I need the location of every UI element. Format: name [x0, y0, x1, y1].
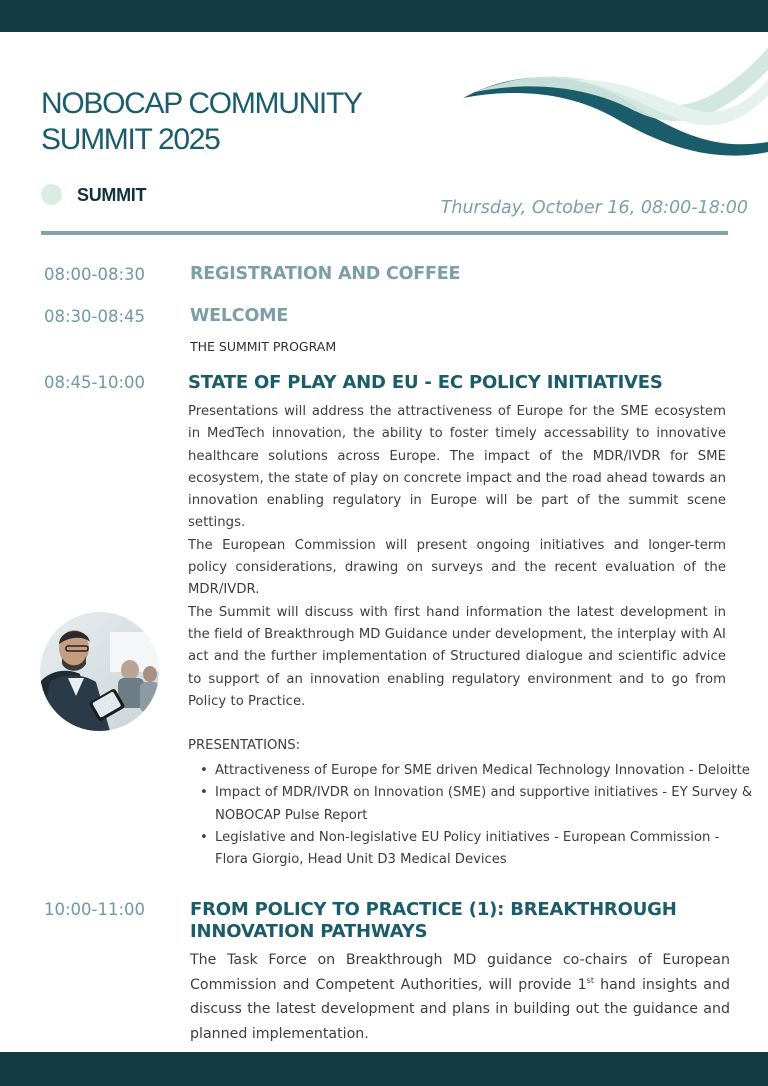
description-text: The Task Force on Breakthrough MD guidance co-chairs of European Commission and Competent Authorities, will provide 1 — [190, 952, 730, 993]
wave-graphic-icon — [455, 40, 768, 165]
agenda-subheading-welcome: THE SUMMIT PROGRAM — [190, 339, 337, 354]
paragraph: The Summit will discuss with first hand information the latest development in the field of Breakthrough MD Guidance under development, the interplay with AI act and the further implementation of Structured dialogue and scientific advice to support of an innovation enabling regulatory environment and to go from Policy to Practice. — [188, 604, 726, 709]
title-line-1: NOBOCAP COMMUNITY — [41, 87, 362, 120]
presentations-label: PRESENTATIONS: — [188, 738, 301, 753]
top-bar — [0, 0, 768, 32]
section-label: SUMMIT — [77, 185, 147, 205]
event-date: Thursday, October 16, 08:00-18:00 — [440, 198, 748, 218]
divider — [41, 231, 728, 235]
agenda-heading-registration: REGISTRATION AND COFFEE — [190, 264, 461, 284]
agenda-time-welcome: 08:30-08:45 — [44, 307, 146, 326]
agenda-time-policy-to-practice: 10:00-11:00 — [44, 900, 146, 919]
paragraph: Presentations will address the attractiveness of Europe for the SME ecosystem in MedTech innovation, the ability to foster timely accessability to innovative healthcare solutions across Europe. The impact of the MDR/IVDR for SME ecosystem, the state of play on concrete impact and the road ahead towards an innovation enabling regulatory in Europe will be part of the summit scene settings. — [188, 404, 726, 531]
agenda-time-state-of-play: 08:45-10:00 — [44, 373, 146, 392]
heading-line: FROM POLICY TO PRACTICE (1): BREAKTHROUGH — [190, 899, 677, 920]
paragraph: The European Commission will present ongoing initiatives and longer-term policy considerations, drawing on surveys and the recent evaluation of the MDR/IVDR. — [188, 537, 726, 598]
businessman-with-tablet-photo-icon — [40, 612, 159, 731]
bottom-bar — [0, 1052, 768, 1086]
list-item: • Impact of MDR/IVDR on Innovation (SME) and supportive initiatives - EY Survey & NOBOCAP Pulse Report — [215, 782, 755, 827]
list-item: • Attractiveness of Europe for SME driven Medical Technology Innovation - Deloitte — [215, 760, 755, 782]
description-text: hand insights and discuss the latest development and plans in building out the guidance and planned implementation. — [190, 976, 730, 1042]
title-line-2: SUMMIT 2025 — [41, 123, 220, 156]
agenda-heading-policy-to-practice — [190, 899, 730, 943]
agenda-heading-state-of-play: STATE OF PLAY AND EU - EC POLICY INITIATIVES — [188, 372, 663, 393]
ordinal-suffix: st — [586, 975, 594, 985]
agenda-description-policy-to-practice — [190, 948, 730, 1046]
list-item: • Legislative and Non-legislative EU Policy initiatives - European Commission - Flora Giorgio, Head Unit D3 Medical Devices — [215, 827, 755, 872]
page-title — [41, 86, 461, 158]
heading-line: INNOVATION PATHWAYS — [190, 921, 428, 942]
agenda-time-registration: 08:00-08:30 — [44, 265, 146, 284]
agenda-description-state-of-play — [188, 401, 726, 713]
agenda-heading-welcome: WELCOME — [190, 306, 289, 326]
presentations-list — [188, 760, 755, 871]
section-dot-icon — [41, 184, 62, 205]
